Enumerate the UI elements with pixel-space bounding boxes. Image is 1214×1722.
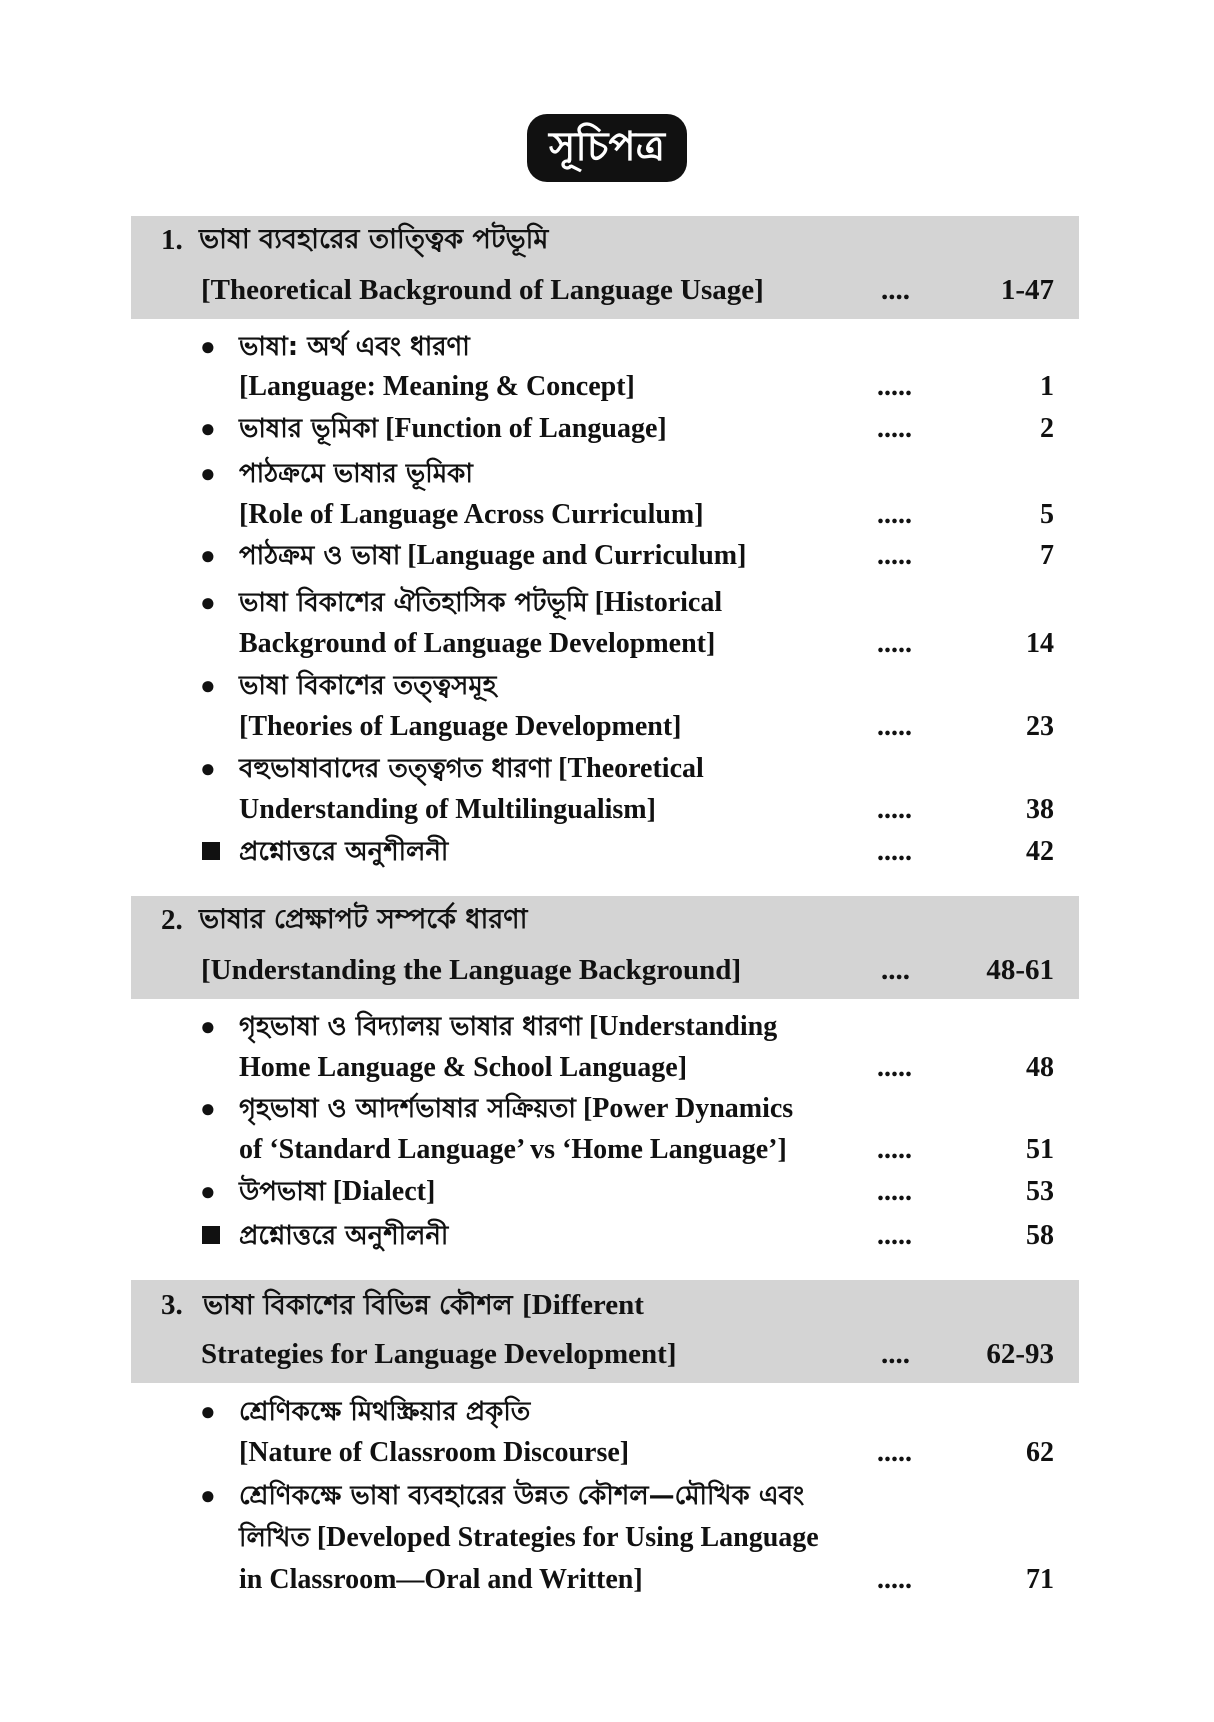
entry-title-bn: পাঠক্রম ও ভাষা xyxy=(239,541,401,571)
entry-page: 1 xyxy=(1040,371,1054,402)
entry-page: 5 xyxy=(1040,499,1054,530)
bullet-icon: ● xyxy=(200,414,216,443)
entry-title-bn-cont: লিখিত xyxy=(239,1523,310,1553)
chapter-header-2 xyxy=(131,896,1079,999)
entry-page: 23 xyxy=(1026,711,1054,742)
leader-dots: ..... xyxy=(877,371,912,402)
entry-title-en: [Understanding xyxy=(588,1011,778,1042)
entry-title-bn: উপভাষা xyxy=(239,1177,326,1207)
toc-entry-cont xyxy=(0,1048,1214,1088)
bullet-icon: ● xyxy=(200,459,216,488)
toc-entry xyxy=(0,1216,1214,1256)
square-bullet-icon xyxy=(202,1226,220,1244)
entry-title-en: [Language: Meaning & Concept] xyxy=(239,371,635,402)
leader-dots: ..... xyxy=(877,1437,912,1468)
bullet-icon: ● xyxy=(200,1397,216,1426)
leader-dots: ..... xyxy=(877,628,912,659)
entry-page: 62 xyxy=(1026,1437,1054,1468)
toc-entry-cont xyxy=(0,790,1214,830)
leader-dots: ..... xyxy=(877,836,912,867)
entry-title-bn: ভাষা বিকাশের তত্ত্বসমূহ xyxy=(239,671,497,701)
chapter-title-bn: ভাষা বিকাশের বিভিন্ন কৌশল xyxy=(203,1290,513,1321)
toc-entry xyxy=(0,583,1214,623)
bullet-icon: ● xyxy=(200,332,216,361)
bullet-icon: ● xyxy=(200,671,216,700)
leader-dots: ..... xyxy=(877,1134,912,1165)
entry-title-en: [Developed Strategies for Using Language xyxy=(316,1522,819,1553)
entry-title-bn: গৃহভাষা ও আদর্শভাষার সক্রিয়তা xyxy=(239,1094,576,1124)
square-bullet-icon xyxy=(202,842,220,860)
entry-title-bn: প্রশ্নোত্তরে অনুশীলনী xyxy=(239,837,449,867)
entry-title-bn: বহুভাষাবাদের তত্ত্বগত ধারণা xyxy=(239,754,552,784)
toc-entry-cont xyxy=(0,367,1214,407)
entry-page: 14 xyxy=(1026,628,1054,659)
chapter-title-en-start: [Different xyxy=(522,1289,644,1321)
chapter-header-3 xyxy=(131,1280,1079,1383)
entry-page: 58 xyxy=(1026,1220,1054,1251)
toc-entry xyxy=(0,1007,1214,1047)
chapter-number: 3. xyxy=(161,1289,183,1321)
toc-entry-cont xyxy=(0,1518,1214,1558)
chapter-header-1 xyxy=(131,216,1079,319)
leader-dots: .... xyxy=(881,954,910,986)
page-title: সূচিপত্র xyxy=(527,114,687,182)
leader-dots: ..... xyxy=(877,1176,912,1207)
toc-entry xyxy=(0,1476,1214,1516)
bullet-icon: ● xyxy=(200,588,216,617)
entry-title-bn: ভাষা: অর্থ এবং ধারণা xyxy=(239,332,470,362)
leader-dots: ..... xyxy=(877,1220,912,1251)
entry-page: 42 xyxy=(1026,836,1054,867)
entry-title-bn: ভাষা বিকাশের ঐতিহাসিক পটভূমি xyxy=(239,588,588,618)
entry-title-en: [Function of Language] xyxy=(385,413,667,444)
leader-dots: ..... xyxy=(877,499,912,530)
entry-title-en: [Historical xyxy=(594,587,723,618)
toc-entry-cont xyxy=(0,1433,1214,1473)
toc-entry xyxy=(0,1392,1214,1432)
entry-title-en: [Role of Language Across Curriculum] xyxy=(239,499,704,530)
chapter-title-en: Strategies for Language Development] xyxy=(201,1338,677,1370)
entry-title-en: Background of Language Development] xyxy=(239,628,716,659)
bullet-icon: ● xyxy=(200,541,216,570)
bullet-icon: ● xyxy=(200,1012,216,1041)
leader-dots: ..... xyxy=(877,794,912,825)
chapter-page-range: 62-93 xyxy=(986,1338,1054,1370)
bullet-icon: ● xyxy=(200,754,216,783)
chapter-page-range: 1-47 xyxy=(1000,274,1054,306)
leader-dots: .... xyxy=(881,274,910,306)
entry-title-en: [Language and Curriculum] xyxy=(407,540,747,571)
leader-dots: ..... xyxy=(877,711,912,742)
entry-page: 71 xyxy=(1026,1564,1054,1595)
leader-dots: .... xyxy=(881,1338,910,1370)
entry-title-bn: প্রশ্নোত্তরে অনুশীলনী xyxy=(239,1221,449,1251)
chapter-number: 2. xyxy=(161,904,183,936)
entry-title-bn: শ্রেণিকক্ষে ভাষা ব্যবহারের উন্নত কৌশল—মৌখিক এবং xyxy=(239,1481,805,1511)
entry-title-en: of ‘Standard Language’ vs ‘Home Language’] xyxy=(239,1134,787,1165)
chapter-number: 1. xyxy=(161,224,183,256)
entry-title-en: Understanding of Multilingualism] xyxy=(239,794,656,825)
entry-title-en: [Theoretical xyxy=(558,753,704,784)
entry-title-bn: ভাষার ভূমিকা xyxy=(239,414,379,444)
toc-entry xyxy=(0,832,1214,872)
toc-entry xyxy=(0,749,1214,789)
toc-entry-cont xyxy=(0,1130,1214,1170)
toc-entry xyxy=(0,454,1214,494)
entry-title-bn: গৃহভাষা ও বিদ্যালয় ভাষার ধারণা xyxy=(239,1012,582,1042)
title-container xyxy=(0,114,1214,182)
leader-dots: ..... xyxy=(877,1052,912,1083)
chapter-title-bn: ভাষা ব্যবহারের তাত্ত্বিক পটভূমি xyxy=(199,224,549,255)
entry-page: 7 xyxy=(1040,540,1054,571)
leader-dots: ..... xyxy=(877,413,912,444)
entry-page: 48 xyxy=(1026,1052,1054,1083)
chapter-title-en: [Theoretical Background of Language Usage] xyxy=(201,274,764,306)
entry-title-en-cont: in Classroom—Oral and Written] xyxy=(239,1564,643,1595)
toc-entry-cont xyxy=(0,624,1214,664)
bullet-icon: ● xyxy=(200,1481,216,1510)
toc-entry xyxy=(0,536,1214,576)
leader-dots: ..... xyxy=(877,1564,912,1595)
entry-title-en: [Nature of Classroom Discourse] xyxy=(239,1437,630,1468)
chapter-page-range: 48-61 xyxy=(986,954,1054,986)
entry-page: 2 xyxy=(1040,413,1054,444)
entry-title-en: [Power Dynamics xyxy=(582,1093,794,1124)
toc-entry-cont xyxy=(0,495,1214,535)
entry-page: 53 xyxy=(1026,1176,1054,1207)
entry-title-bn: শ্রেণিকক্ষে মিথস্ক্রিয়ার প্রকৃতি xyxy=(239,1397,531,1427)
toc-entry xyxy=(0,1172,1214,1212)
leader-dots: ..... xyxy=(877,540,912,571)
entry-page: 38 xyxy=(1026,794,1054,825)
toc-entry-cont xyxy=(0,707,1214,747)
entry-page: 51 xyxy=(1026,1134,1054,1165)
chapter-title-bn: ভাষার প্রেক্ষাপট সম্পর্কে ধারণা xyxy=(199,904,528,935)
toc-entry xyxy=(0,409,1214,449)
entry-title-bn: পাঠক্রমে ভাষার ভূমিকা xyxy=(239,459,473,489)
toc-entry-cont xyxy=(0,1560,1214,1600)
toc-entry xyxy=(0,1089,1214,1129)
toc-entry xyxy=(0,327,1214,367)
toc-entry xyxy=(0,666,1214,706)
entry-title-en: [Dialect] xyxy=(332,1176,436,1207)
chapter-title-en: [Understanding the Language Background] xyxy=(201,954,742,986)
entry-title-en: Home Language & School Language] xyxy=(239,1052,688,1083)
bullet-icon: ● xyxy=(200,1177,216,1206)
bullet-icon: ● xyxy=(200,1094,216,1123)
entry-title-en: [Theories of Language Development] xyxy=(239,711,682,742)
